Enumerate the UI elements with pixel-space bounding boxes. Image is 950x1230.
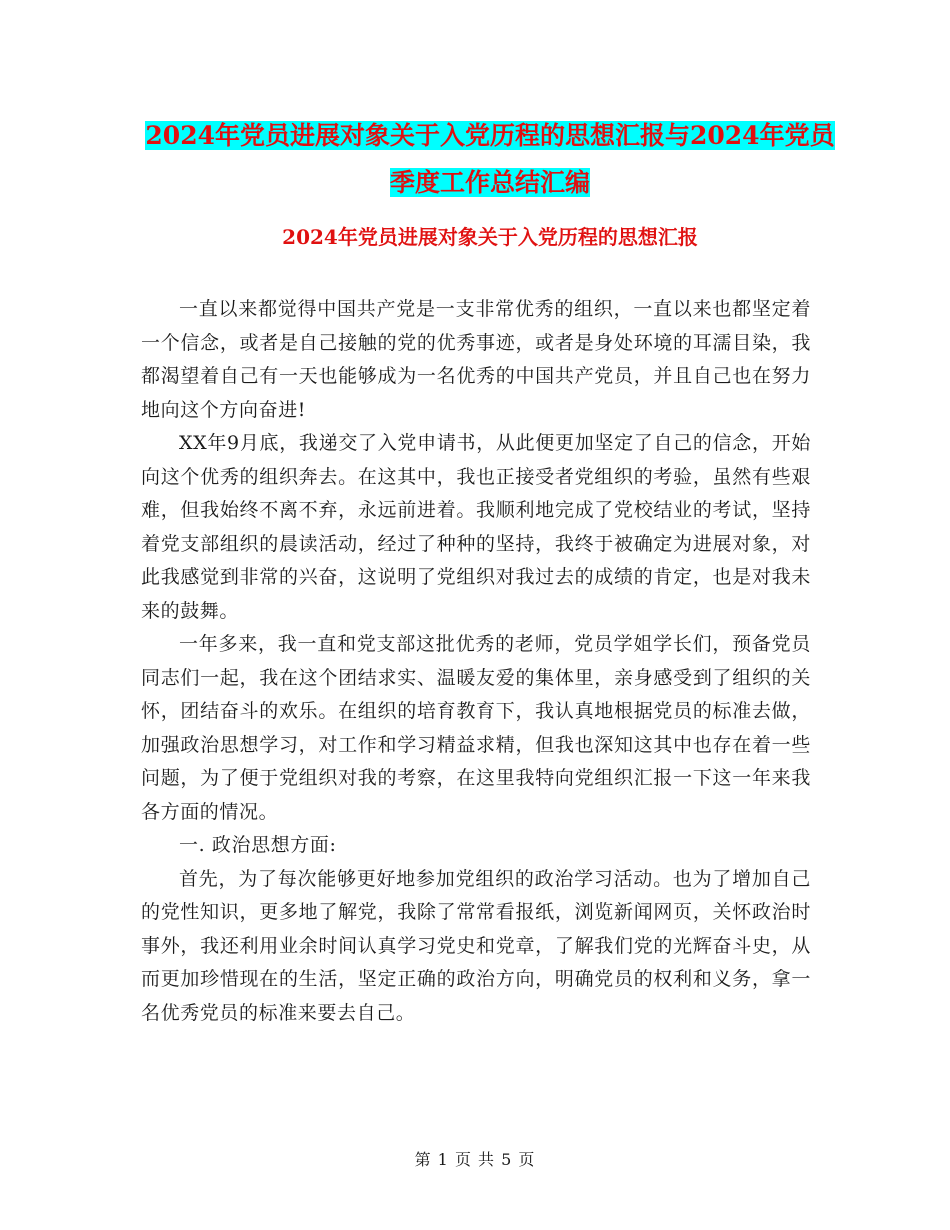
- paragraph: 首先，为了每次能够更好地参加党组织的政治学习活动。也为了增加自己的党性知识，更多地了解党，我除了常常看报纸，浏览新闻网页，关怀政治时事外，我还利用业余时间认真学习党史和党章，了解我们党的光辉奋斗史，从而更加珍惜现在的生活，坚定正确的政治方向，明确党员的权利和义务，拿一名优秀党员的标准来要去自己。: [141, 867, 811, 1024]
- document-title: [140, 112, 840, 206]
- section-heading: 一. 政治思想方面:: [179, 834, 337, 856]
- page-footer: 第 1 页 共 5 页: [414, 1150, 536, 1169]
- paragraph: XX年9月底，我递交了入党申请书，从此便更加坚定了自己的信念，开始向这个优秀的组织奔去。在这其中，我也正接受者党组织的考验，虽然有些艰难，但我始终不离不弃，永远前进着。我顺利地完成了党校结业的考试，坚持着党支部组织的晨读活动，经过了种种的坚持，我终于被确定为进展对象，对此我感觉到非常的兴奋，这说明了党组织对我过去的成绩的肯定，也是对我未来的鼓舞。: [141, 432, 811, 622]
- document-body: [141, 293, 811, 1030]
- document-title-text: 2024年党员进展对象关于入党历程的思想汇报与2024年党员季度工作总结汇编: [145, 121, 835, 197]
- paragraph: 一年多来，我一直和党支部这批优秀的老师，党员学姐学长们，预备党员同志们一起，我在这个团结求实、温暖友爱的集体里，亲身感受到了组织的关怀，团结奋斗的欢乐。在组织的培育教育下，我认真地根据党员的标准去做，加强政治思想学习，对工作和学习精益求精，但我也深知这其中也存在着一些问题，为了便于党组织对我的考察，在这里我特向党组织汇报一下这一年来我各方面的情况。: [141, 633, 811, 823]
- paragraph: 一直以来都觉得中国共产党是一支非常优秀的组织，一直以来也都坚定着一个信念，或者是自己接触的党的优秀事迹，或者是身处环境的耳濡目染，我都渴望着自己有一天也能够成为一名优秀的中国共产党员，并且自己也在努力地向这个方向奋进!: [141, 298, 811, 421]
- section-title: 2024年党员进展对象关于入党历程的思想汇报: [282, 225, 698, 249]
